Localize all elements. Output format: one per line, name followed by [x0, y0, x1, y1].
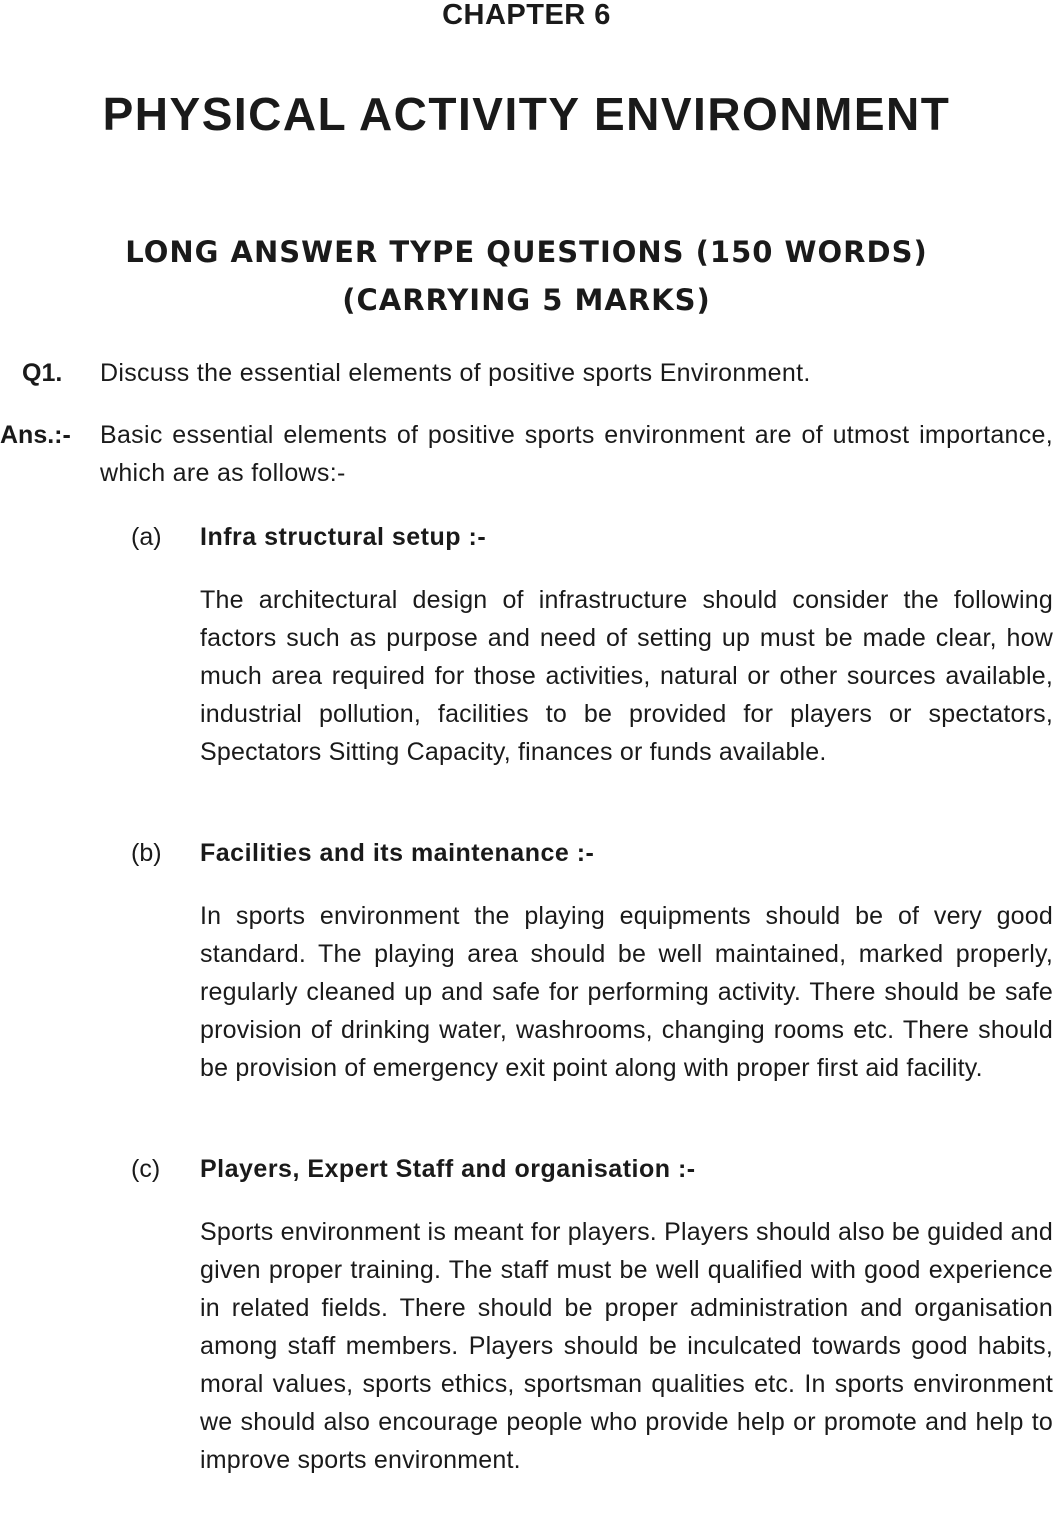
answer-label: Ans.:- — [0, 421, 71, 449]
item-a-heading: Infra structural setup :- — [200, 523, 487, 551]
item-a-letter: (a) — [131, 523, 162, 551]
item-a-body: The architectural design of infrastructure should consider the following factors such as purpose and need of setting up must be made clear, how much area required for those activities, natural or other sources available, industrial pollution, facilities to be provided for players or spectators, Spectators Sitting Capacity, finances or funds available. — [200, 586, 1053, 766]
section-heading — [0, 228, 1053, 324]
question-label: Q1. — [22, 359, 63, 387]
item-c-body: Sports environment is meant for players. Players should also be guided and given proper training. The staff must be well qualified with good experience in related fields. There should be proper administration and organisation among staff members. Players should be inculcated towards good habits, moral values, sports ethics, sportsman qualities etc. In sports environment we should also encourage people who provide help or promote and help to improve sports environment. — [200, 1218, 1053, 1474]
question-text: Discuss the essential elements of positive sports Environment. — [100, 359, 811, 387]
item-b-body: In sports environment the playing equipments should be of very good standard. The playing area should be well maintained, marked properly, regularly cleaned up and safe for performing activity. There should be safe provision of drinking water, washrooms, changing rooms etc. There should be provision of emergency exit point along with proper first aid facility. — [200, 902, 1053, 1082]
page-title: PHYSICAL ACTIVITY ENVIRONMENT — [102, 88, 951, 140]
section-heading-line1: LONG ANSWER TYPE QUESTIONS (150 WORDS) — [125, 235, 928, 269]
item-c-letter: (c) — [131, 1155, 161, 1183]
item-b-letter: (b) — [131, 839, 162, 867]
chapter-label: CHAPTER 6 — [442, 0, 611, 31]
answer-intro: Basic essential elements of positive sports environment are of utmost importance, which are as follows:- — [100, 421, 1053, 487]
item-b-heading: Facilities and its maintenance :- — [200, 839, 595, 867]
section-heading-line2: (CARRYING 5 MARKS) — [342, 283, 711, 317]
item-c-heading: Players, Expert Staff and organisation :- — [200, 1155, 696, 1183]
